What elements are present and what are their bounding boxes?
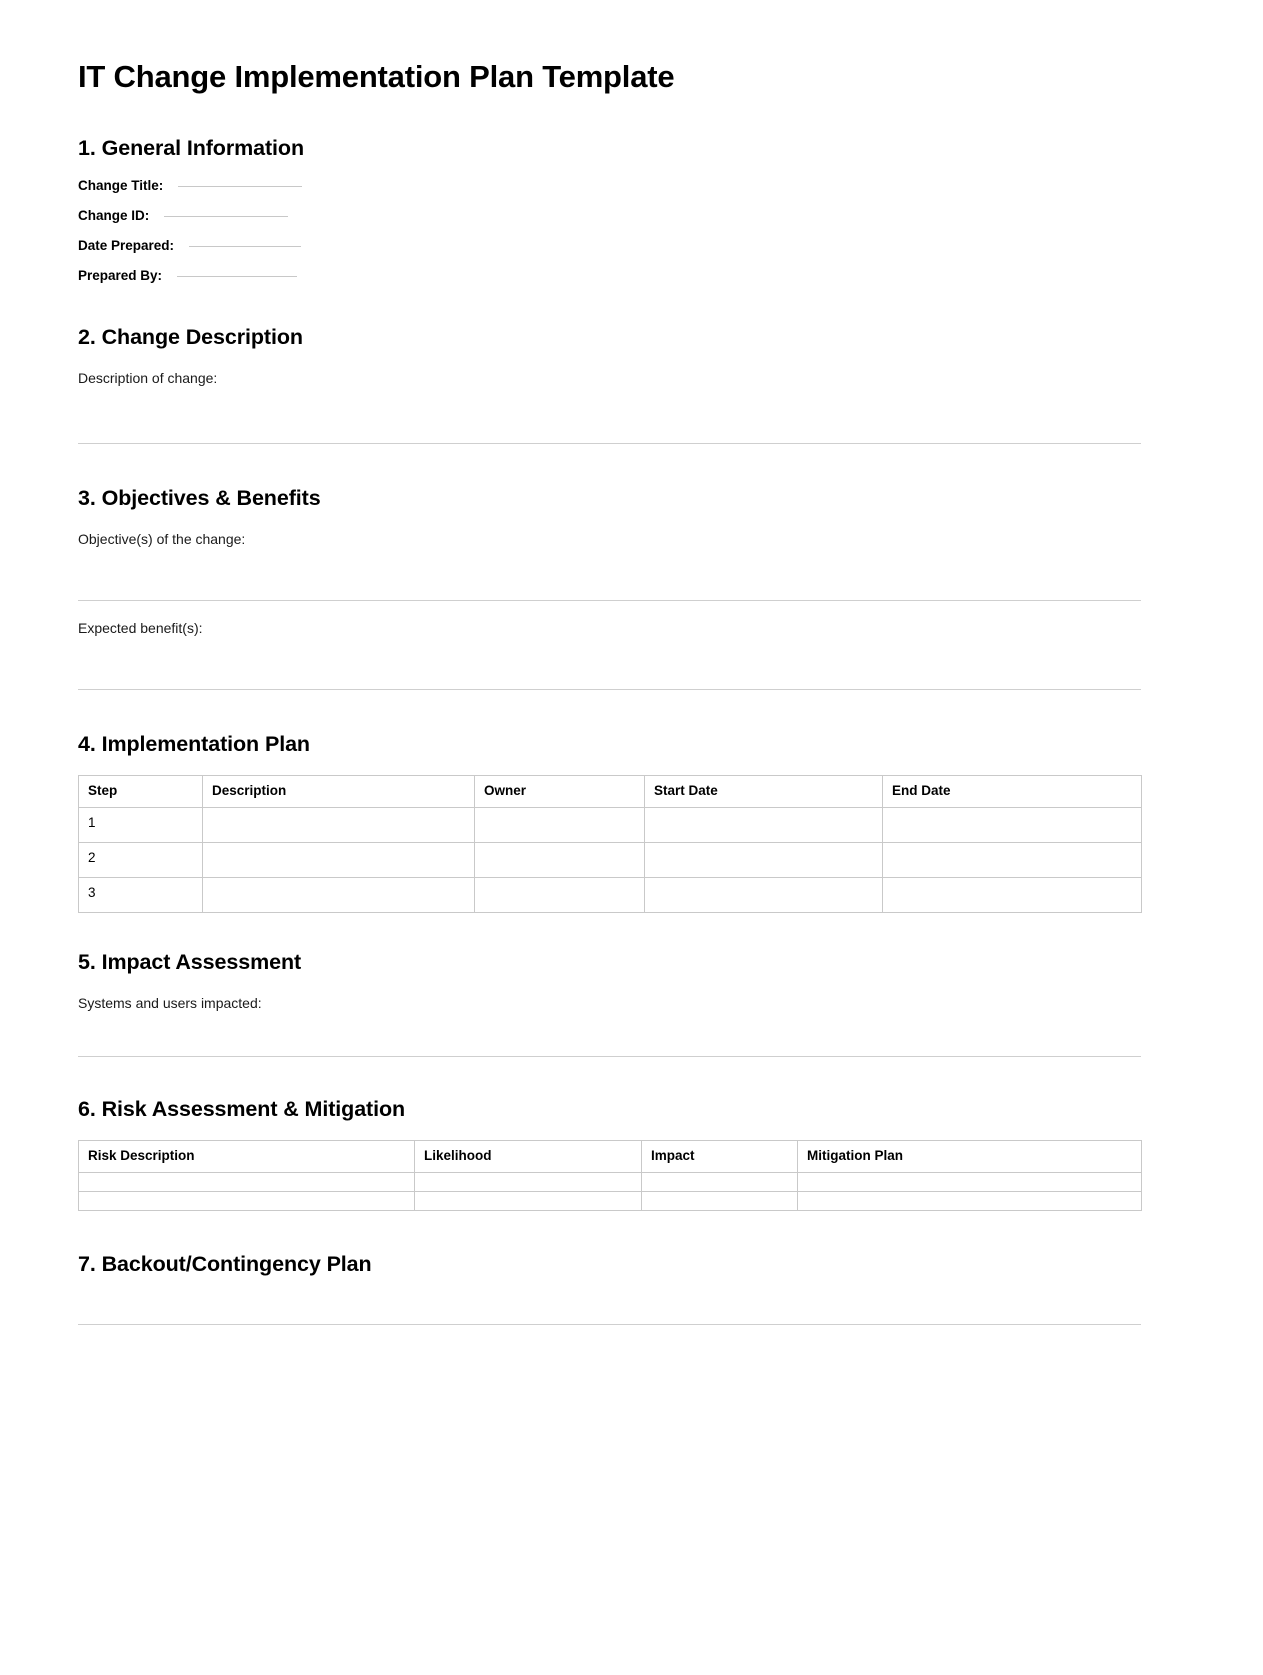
- cell-description[interactable]: [203, 843, 475, 878]
- cell-impact[interactable]: [642, 1173, 798, 1192]
- input-prepared-by[interactable]: [177, 275, 297, 277]
- input-date-prepared[interactable]: [189, 245, 301, 247]
- input-change-id[interactable]: [164, 215, 288, 217]
- implementation-plan-table: [78, 775, 1142, 913]
- field-row-date-prepared: [78, 238, 1141, 253]
- table-header-row: [79, 1141, 1142, 1173]
- prompt-description-of-change: Description of change:: [78, 369, 218, 386]
- section-heading-backout-contingency-plan: 7. Backout/Contingency Plan: [78, 1252, 372, 1277]
- answer-area-expected-benefits[interactable]: [78, 651, 1141, 689]
- divider-backout-plan: [78, 1324, 1141, 1325]
- divider-change-description: [78, 443, 1141, 444]
- cell-owner[interactable]: [475, 808, 645, 843]
- cell-start-date[interactable]: [645, 878, 883, 913]
- cell-end-date[interactable]: [883, 843, 1142, 878]
- general-information-fields: [78, 178, 1141, 283]
- field-row-prepared-by: [78, 268, 1141, 283]
- answer-area-change-description[interactable]: [78, 401, 1141, 443]
- column-header-end-date: End Date: [883, 776, 1142, 808]
- section-heading-objectives-benefits: 3. Objectives & Benefits: [78, 486, 321, 511]
- page-title: IT Change Implementation Plan Template: [78, 59, 675, 94]
- table-row: [79, 843, 1142, 878]
- section-heading-risk-assessment: 6. Risk Assessment & Mitigation: [78, 1097, 406, 1122]
- cell-start-date[interactable]: [645, 808, 883, 843]
- label-prepared-by: Prepared By:: [78, 268, 163, 284]
- table-row: [79, 878, 1142, 913]
- column-header-description: Description: [203, 776, 475, 808]
- column-header-step: Step: [79, 776, 203, 808]
- section-heading-general-information: 1. General Information: [78, 136, 304, 161]
- table-row: [79, 1192, 1142, 1211]
- divider-impact-assessment: [78, 1056, 1141, 1057]
- cell-likelihood[interactable]: [415, 1192, 642, 1211]
- cell-end-date[interactable]: [883, 878, 1142, 913]
- answer-area-objectives[interactable]: [78, 562, 1141, 600]
- prompt-systems-and-users-impacted: Systems and users impacted:: [78, 995, 262, 1012]
- section-heading-impact-assessment: 5. Impact Assessment: [78, 950, 302, 975]
- column-header-impact: Impact: [642, 1141, 798, 1173]
- cell-end-date[interactable]: [883, 808, 1142, 843]
- prompt-expected-benefits: Expected benefit(s):: [78, 620, 203, 637]
- cell-step: 1: [79, 808, 203, 843]
- field-row-change-title: [78, 178, 1141, 193]
- prompt-objectives-of-the-change: Objective(s) of the change:: [78, 531, 246, 547]
- table-header-row: [79, 776, 1142, 808]
- answer-area-backout-plan[interactable]: [78, 1278, 1141, 1324]
- table-row: [79, 1173, 1142, 1192]
- cell-start-date[interactable]: [645, 843, 883, 878]
- cell-step: 3: [79, 878, 203, 913]
- column-header-likelihood: Likelihood: [415, 1141, 642, 1173]
- cell-owner[interactable]: [475, 878, 645, 913]
- cell-likelihood[interactable]: [415, 1173, 642, 1192]
- label-change-title: Change Title:: [78, 178, 164, 194]
- answer-area-impact-assessment[interactable]: [78, 1026, 1141, 1056]
- cell-mitigation-plan[interactable]: [798, 1173, 1142, 1192]
- column-header-owner: Owner: [475, 776, 645, 808]
- section-heading-implementation-plan: 4. Implementation Plan: [78, 732, 310, 757]
- divider-expected-benefits: [78, 689, 1141, 690]
- label-date-prepared: Date Prepared:: [78, 238, 175, 254]
- label-change-id: Change ID:: [78, 208, 150, 224]
- cell-risk-description[interactable]: [79, 1192, 415, 1211]
- cell-owner[interactable]: [475, 843, 645, 878]
- field-row-change-id: [78, 208, 1141, 223]
- input-change-title[interactable]: [178, 185, 302, 187]
- column-header-risk-description: Risk Description: [79, 1141, 415, 1173]
- cell-mitigation-plan[interactable]: [798, 1192, 1142, 1211]
- cell-description[interactable]: [203, 808, 475, 843]
- section-heading-change-description: 2. Change Description: [78, 325, 303, 350]
- cell-impact[interactable]: [642, 1192, 798, 1211]
- table-row: [79, 808, 1142, 843]
- divider-objectives: [78, 600, 1141, 601]
- column-header-mitigation-plan: Mitigation Plan: [798, 1141, 1142, 1173]
- risk-assessment-table: [78, 1140, 1142, 1211]
- cell-step: 2: [79, 843, 203, 878]
- cell-risk-description[interactable]: [79, 1173, 415, 1192]
- column-header-start-date: Start Date: [645, 776, 883, 808]
- cell-description[interactable]: [203, 878, 475, 913]
